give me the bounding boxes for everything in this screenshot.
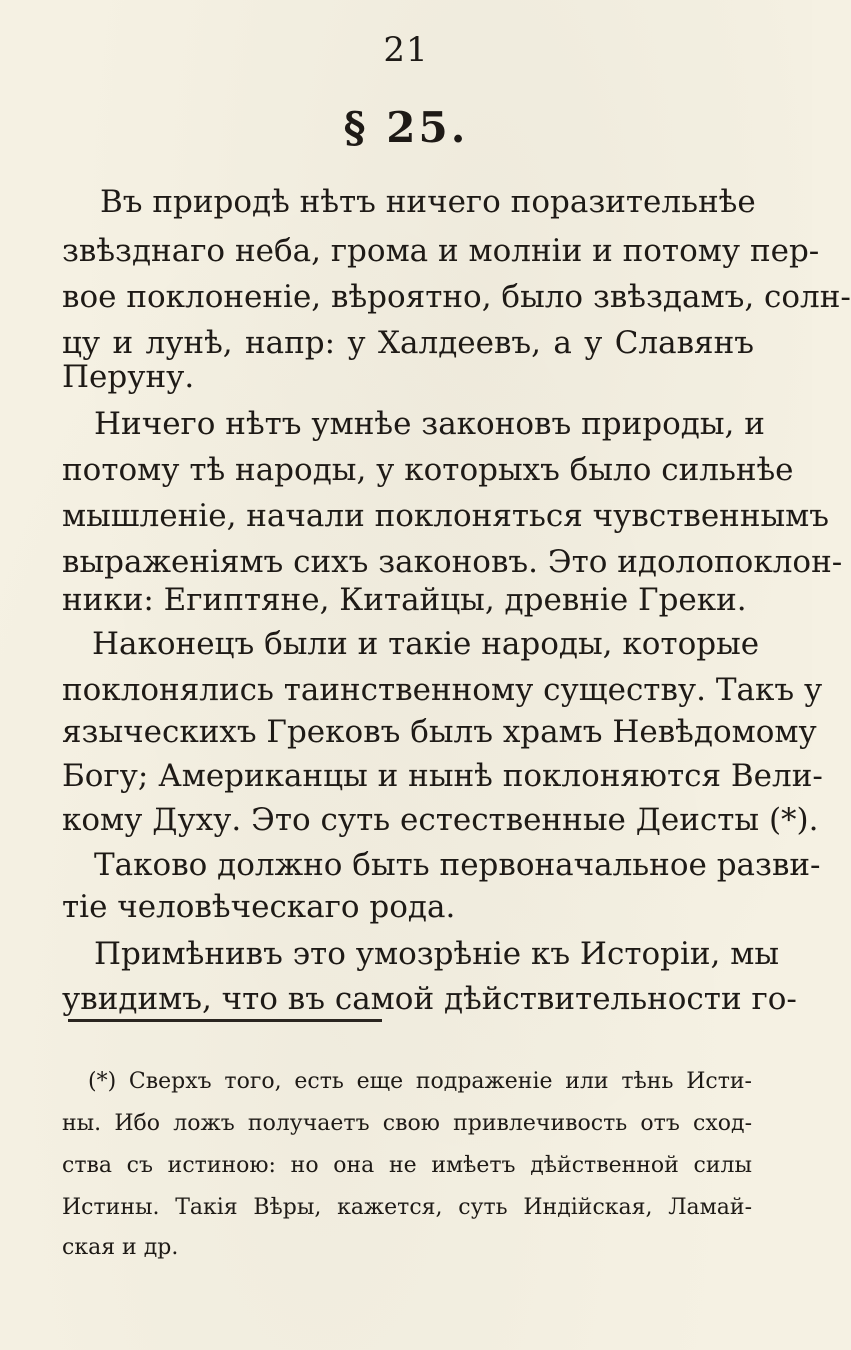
body-line: Таково должно быть первоначальное разви- [94, 847, 821, 883]
body-line: Перуну. [62, 359, 195, 395]
body-line: Богу; Американцы и нынѣ поклоняются Вели- [62, 758, 823, 794]
body-line: выраженіямъ сихъ законовъ. Это идолопоклон- [62, 544, 843, 580]
section-heading: § 25. [343, 103, 469, 152]
body-line: потому тѣ народы, у которыхъ было сильнѣе [62, 452, 794, 488]
body-line: Наконецъ были и такіе народы, которые [92, 626, 760, 662]
page-number: 21 [383, 30, 429, 70]
footnote-line: ская и др. [62, 1235, 179, 1260]
body-line: увидимъ, что въ самой дѣйствительности го- [62, 981, 797, 1017]
body-line: цу и лунѣ, напр: у Халдеевъ, а у Славянъ [62, 325, 754, 361]
body-line: кому Духу. Это суть естественные Деисты (*). [62, 802, 819, 838]
footnote-separator [68, 1019, 382, 1022]
body-line: Ничего нѣтъ умнѣе законовъ природы, и [94, 406, 765, 442]
body-line: вое поклоненіе, вѣроятно, было звѣздамъ, солн- [62, 279, 851, 315]
body-line: ники: Египтяне, Китайцы, древніе Греки. [62, 582, 747, 618]
body-line: языческихъ Грековъ былъ храмъ Невѣдомому [62, 714, 817, 750]
footnote-line: (*) Сверхъ того, есть еще подраженіе или тѣнь Исти- [88, 1069, 752, 1094]
footnote-line: ства съ истиною: но она не имѣетъ дѣйственной силы [62, 1153, 752, 1178]
footnote-line: Истины. Такія Вѣры, кажется, суть Индійская, Ламай- [62, 1195, 752, 1220]
body-line: поклонялись таинственному существу. Такъ у [62, 672, 823, 708]
body-line: мышленіе, начали поклоняться чувственнымъ [62, 498, 830, 534]
body-line: звѣзднаго неба, грома и молніи и потому пер- [62, 233, 820, 269]
body-line: Въ природѣ нѣтъ ничего поразительнѣе [100, 184, 756, 220]
body-line: тіе человѣческаго рода. [62, 889, 456, 925]
body-line: Примѣнивъ это умозрѣніе къ Исторіи, мы [94, 936, 780, 972]
footnote-line: ны. Ибо ложъ получаетъ свою привлечивость отъ сход- [62, 1111, 752, 1136]
